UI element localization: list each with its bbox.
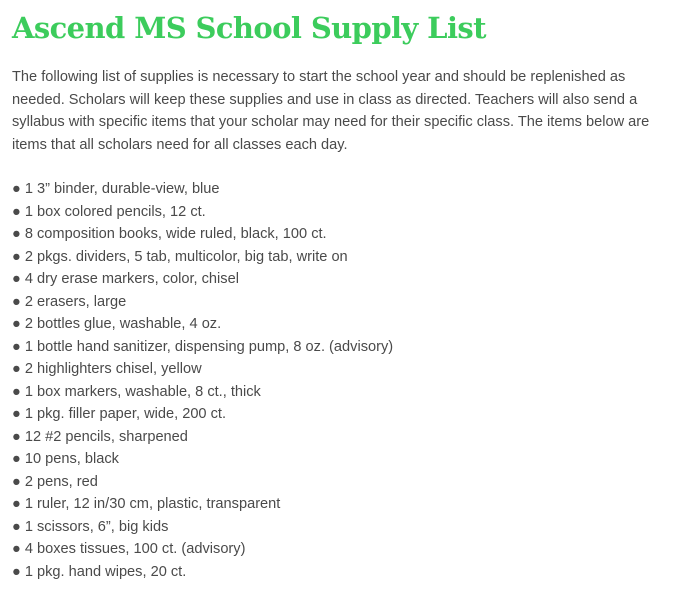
list-item [12,471,672,494]
list-item-text: 4 dry erase markers, color, chisel [24,271,239,287]
bullet-icon: ● [12,451,21,467]
list-item [12,313,672,336]
list-item-text: 2 bottles glue, washable, 4 oz. [24,316,222,332]
bullet-icon: ● [12,428,21,445]
list-item [12,291,672,314]
list-item [12,538,672,561]
bullet-icon: ● [12,406,21,422]
list-item [12,493,672,516]
list-item-text: 2 pkgs. dividers, 5 tab, multicolor, big tab, write on [24,248,348,265]
list-item [12,246,672,269]
list-item-text: 1 box colored pencils, 12 ct. [24,203,206,220]
list-item [12,268,672,291]
list-item-text: 1 scissors, 6”, big kids [24,518,169,535]
list-item [12,448,672,471]
list-item [12,561,672,584]
list-item-text: 12 #2 pencils, sharpened [24,428,188,445]
list-item-text: 4 boxes tissues, 100 ct. (advisory) [24,541,246,557]
list-item [12,178,672,201]
list-item-text: 1 bottle hand sanitizer, dispensing pump, 8 oz. (advisory) [24,338,394,355]
intro-paragraph: The following list of supplies is necessary to start the school year and should be replenished as needed. Scholars will keep these supplies and use in class as directed. Teachers will also send a syllabus with specific items that your scholar may need for their specific class. The items below are items that all scholars need for all classes each day. [12,69,650,153]
list-item-text: 1 ruler, 12 in/30 cm, plastic, transparent [24,496,281,512]
bullet-icon: ● [12,541,21,557]
list-item [12,358,672,381]
bullet-icon: ● [12,518,21,535]
list-item-text: 1 box markers, washable, 8 ct., thick [24,383,261,400]
bullet-icon: ● [12,383,21,400]
page-title: Ascend MS School Supply List [12,11,486,45]
list-item [12,381,672,404]
bullet-icon: ● [12,271,21,287]
list-item [12,516,672,539]
bullet-icon: ● [12,248,21,265]
list-item-text: 2 pens, red [24,473,98,490]
list-item-text: 8 composition books, wide ruled, black, 100 ct. [24,226,327,242]
list-item-text: 1 pkg. hand wipes, 20 ct. [24,563,187,580]
list-item-text: 10 pens, black [24,451,119,467]
bullet-icon: ● [12,496,21,512]
bullet-icon: ● [12,563,21,580]
supply-list-page [12,0,672,583]
bullet-icon: ● [12,473,21,490]
bullet-icon: ● [12,181,21,197]
list-item-text: 2 highlighters chisel, yellow [24,361,202,377]
list-item [12,201,672,224]
list-item-text: 1 3” binder, durable-view, blue [24,181,220,197]
bullet-icon: ● [12,203,21,220]
list-item [12,426,672,449]
bullet-icon: ● [12,316,21,332]
bullet-icon: ● [12,226,21,242]
bullet-icon: ● [12,293,21,310]
supply-list [12,178,672,583]
list-item-text: 1 pkg. filler paper, wide, 200 ct. [24,406,227,422]
bullet-icon: ● [12,338,21,355]
list-item-text: 2 erasers, large [24,293,127,310]
list-item [12,403,672,426]
list-item [12,223,672,246]
list-item [12,336,672,359]
bullet-icon: ● [12,361,21,377]
